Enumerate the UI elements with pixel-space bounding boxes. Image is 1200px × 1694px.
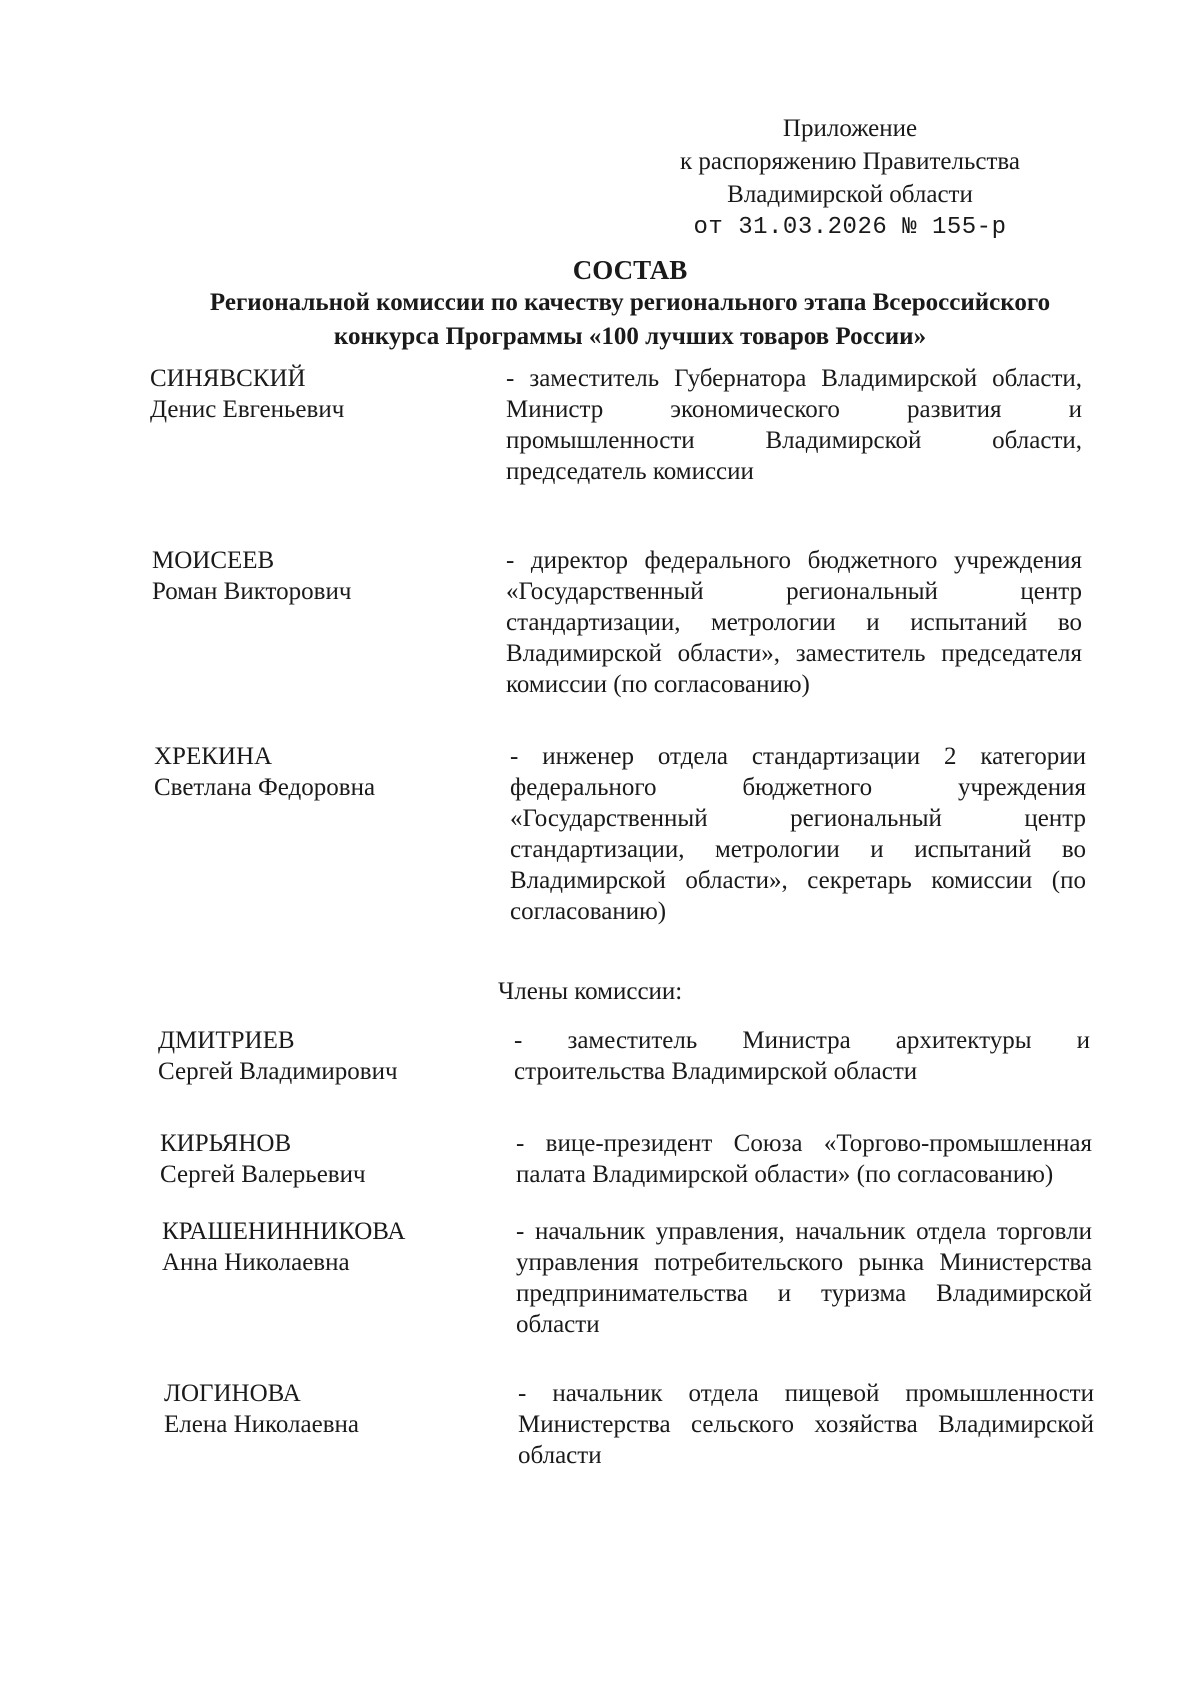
members-heading: Члены комиссии:	[498, 978, 683, 1005]
person-surname: КРАШЕНИННИКОВА	[162, 1218, 406, 1245]
person-surname: ДМИТРИЕВ	[158, 1027, 295, 1054]
person-given-name: Денис Евгеньевич	[150, 396, 345, 423]
person-surname: СИНЯВСКИЙ	[150, 365, 306, 392]
annex-order-ref: к распоряжению Правительства	[679, 148, 1020, 175]
document-title: СОСТАВ	[572, 255, 688, 285]
person-given-name: Сергей Владимирович	[158, 1058, 398, 1085]
person-surname: МОИСЕЕВ	[152, 547, 275, 574]
person-role: - начальник отдела пищевой промышленности Министерства сельского хозяйства Владимирской области	[518, 1380, 1094, 1469]
annex-header	[600, 112, 1100, 244]
person-given-name: Светлана Федоровна	[154, 774, 376, 801]
annex-date-number: от 31.03.2026 № 155-р	[693, 214, 1007, 241]
person-given-name: Сергей Валерьевич	[160, 1161, 366, 1188]
subtitle-line-2: конкурса Программы «100 лучших товаров России»	[333, 323, 927, 350]
person-role: - начальник управления, начальник отдела торговли управления потребительского рынка Министерства предпринимательства и туризма Владимирской области	[516, 1218, 1092, 1338]
subtitle-line-1: Региональной комиссии по качеству регионального этапа Всероссийского	[209, 289, 1051, 316]
person-role: - заместитель Губернатора Владимирской области, Министр экономического развития и промышленности Владимирской области, председатель комиссии	[506, 365, 1082, 485]
person-role: - инженер отдела стандартизации 2 категории федерального бюджетного учреждения «Государственный региональный центр стандартизации, метрологии и испытаний во Владимирской области», секретарь комиссии (по согласованию)	[510, 743, 1086, 925]
person-role: - директор федерального бюджетного учреждения «Государственный региональный центр стандартизации, метрологии и испытаний во Владимирской области», заместитель председателя комиссии (по согласованию)	[506, 547, 1082, 698]
person-surname: КИРЬЯНОВ	[160, 1130, 292, 1157]
person-surname: ЛОГИНОВА	[164, 1380, 301, 1407]
annex-title: Приложение	[782, 115, 918, 142]
document-subtitle	[150, 286, 1110, 354]
person-given-name: Роман Викторович	[152, 578, 352, 605]
person-given-name: Анна Николаевна	[162, 1249, 350, 1276]
person-surname: ХРЕКИНА	[154, 743, 273, 770]
annex-region: Владимирской области	[727, 181, 973, 208]
person-given-name: Елена Николаевна	[164, 1411, 359, 1438]
person-role: - вице-президент Союза «Торгово-промышленная палата Владимирской области» (по согласованию)	[516, 1130, 1092, 1188]
person-role: - заместитель Министра архитектуры и строительства Владимирской области	[514, 1027, 1090, 1085]
